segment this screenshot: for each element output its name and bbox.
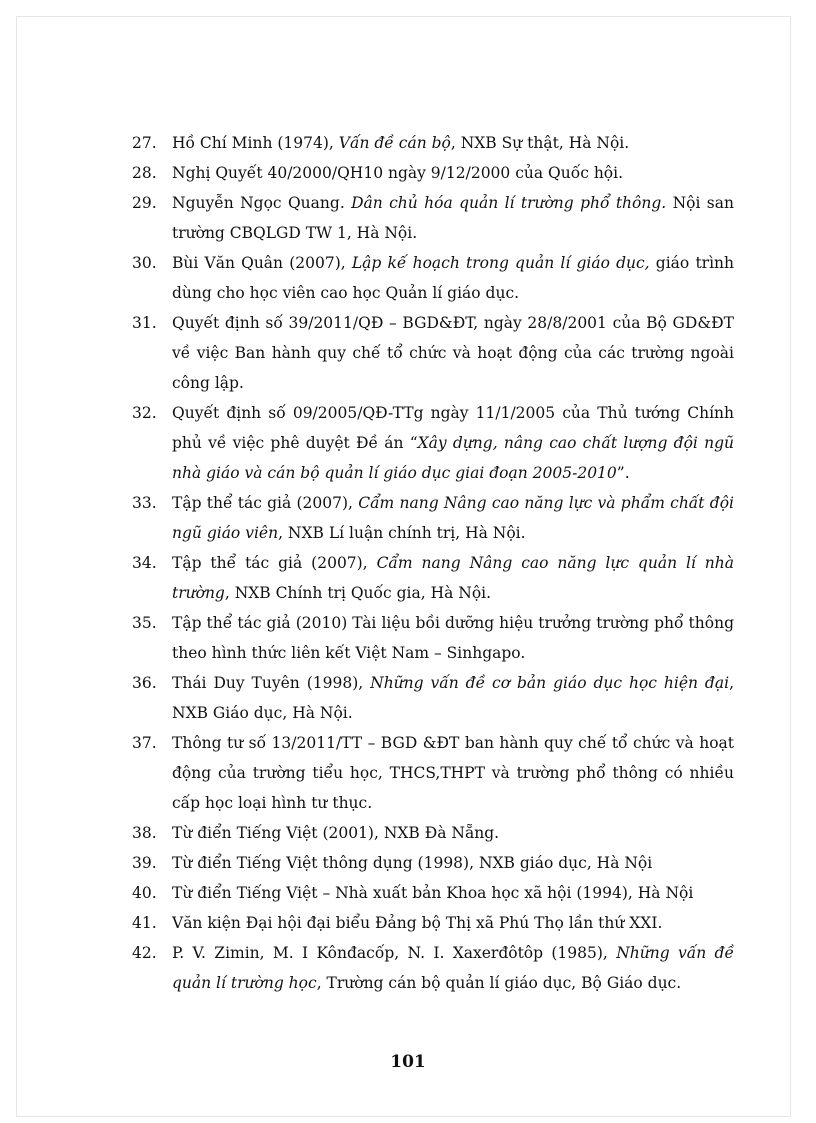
reference-number: 37. xyxy=(132,734,157,752)
reference-number: 33. xyxy=(132,494,157,512)
reference-text xyxy=(172,248,734,308)
reference-segment: Thông tư số 13/2011/TT – BGD &ĐT ban hành quy chế tổ chức và hoạt động của trường tiểu học, THCS,THPT và trường phổ thông có nhiều cấp học loại hình tư thục. xyxy=(172,734,734,812)
reference-segment: Quyết định số 09/2005/QĐ-TTg ngày 11/1/2005 của Thủ tướng Chính phủ về việc phê duyệt Đề án “ xyxy=(172,404,734,452)
reference-segment: Văn kiện Đại hội đại biểu Đảng bộ Thị xã Phú Thọ lần thứ XXI. xyxy=(172,914,663,932)
reference-item xyxy=(132,878,734,908)
reference-segment: Hồ Chí Minh (1974), xyxy=(172,134,339,152)
reference-item xyxy=(132,398,734,488)
reference-text xyxy=(172,668,734,728)
reference-item xyxy=(132,938,734,998)
reference-item xyxy=(132,548,734,608)
reference-item xyxy=(132,728,734,818)
reference-item xyxy=(132,848,734,878)
reference-segment: , NXB Chính trị Quốc gia, Hà Nội. xyxy=(224,584,492,602)
reference-text xyxy=(172,128,734,158)
reference-segment: Tập thể tác giả (2007), xyxy=(172,554,377,572)
reference-segment: , NXB Sự thật, Hà Nội. xyxy=(450,134,630,152)
reference-number: 28. xyxy=(132,164,157,182)
reference-number: 30. xyxy=(132,254,157,272)
reference-number: 32. xyxy=(132,404,157,422)
reference-segment: Nghị Quyết 40/2000/QH10 ngày 9/12/2000 của Quốc hội. xyxy=(172,164,624,182)
reference-title: Cẩm nang Nâng cao năng lực và phẩm chất đội ngũ giáo viên xyxy=(172,494,734,542)
reference-text xyxy=(172,308,734,398)
reference-text xyxy=(172,728,734,818)
reference-number: 29. xyxy=(132,194,157,212)
reference-segment: Tập thể tác giả (2007), xyxy=(172,494,359,512)
reference-item xyxy=(132,128,734,158)
reference-number: 34. xyxy=(132,554,157,572)
reference-item xyxy=(132,308,734,398)
reference-text xyxy=(172,608,734,668)
reference-item xyxy=(132,488,734,548)
reference-segment: Nguyễn Ngọc Quang. xyxy=(172,194,352,212)
reference-segment: , NXB Lí luận chính trị, Hà Nội. xyxy=(278,524,526,542)
reference-item xyxy=(132,608,734,668)
reference-title: Những vấn đề quản lí trường học xyxy=(172,944,735,992)
reference-text xyxy=(172,818,734,848)
reference-title: Dân chủ hóa quản lí trường phổ thông. xyxy=(351,194,667,212)
reference-segment: Quyết định số 39/2011/QĐ – BGD&ĐT, ngày 28/8/2001 của Bộ GD&ĐT về việc Ban hành quy chế tổ chức và hoạt động của các trường ngoài công lập. xyxy=(172,314,734,392)
reference-segment: Bùi Văn Quân (2007), xyxy=(172,254,352,272)
reference-text xyxy=(172,848,734,878)
reference-segment: Từ điển Tiếng Việt (2001), NXB Đà Nẵng. xyxy=(172,824,500,842)
reference-item xyxy=(132,908,734,938)
reference-number: 39. xyxy=(132,854,157,872)
reference-segment: P. V. Zimin, M. I Kônđacốp, N. I. Xaxerđôtôp (1985), xyxy=(172,944,617,962)
reference-title: Những vấn đề cơ bản giáo dục học hiện đại xyxy=(370,674,730,692)
page-number: 101 xyxy=(390,1052,426,1072)
reference-segment: Từ điển Tiếng Việt thông dụng (1998), NXB giáo dục, Hà Nội xyxy=(172,854,653,872)
reference-item xyxy=(132,668,734,728)
reference-number: 41. xyxy=(132,914,157,932)
reference-title: Vấn đề cán bộ xyxy=(338,134,451,152)
reference-segment: Nội san trường CBQLGD TW 1, Hà Nội. xyxy=(172,194,734,242)
reference-text xyxy=(172,488,734,548)
reference-title: Cẩm nang Nâng cao năng lực quản lí nhà trường xyxy=(172,554,735,602)
reference-segment: Tập thể tác giả (2010) Tài liệu bồi dưỡng hiệu trưởng trường phổ thông theo hình thức liên kết Việt Nam – Sinhgapo. xyxy=(172,614,734,662)
reference-number: 38. xyxy=(132,824,157,842)
reference-text xyxy=(172,908,734,938)
reference-number: 40. xyxy=(132,884,157,902)
reference-segment: giáo trình dùng cho học viên cao học Quản lí giáo dục. xyxy=(172,254,734,302)
reference-number: 27. xyxy=(132,134,157,152)
reference-segment: Thái Duy Tuyên (1998), xyxy=(172,674,371,692)
reference-item xyxy=(132,818,734,848)
reference-text xyxy=(172,398,734,488)
reference-text xyxy=(172,188,734,248)
reference-item xyxy=(132,188,734,248)
reference-text xyxy=(172,878,734,908)
reference-segment: ”. xyxy=(616,464,630,482)
reference-item xyxy=(132,248,734,308)
reference-title: Xây dựng, nâng cao chất lượng đội ngũ nhà giáo và cán bộ quản lí giáo dục giai đoạn 2005-2010 xyxy=(172,434,735,482)
reference-number: 36. xyxy=(132,674,157,692)
reference-text xyxy=(172,548,734,608)
reference-number: 35. xyxy=(132,614,157,632)
reference-item xyxy=(132,158,734,188)
reference-segment: Từ điển Tiếng Việt – Nhà xuất bản Khoa học xã hội (1994), Hà Nội xyxy=(172,884,694,902)
reference-segment: , NXB Giáo dục, Hà Nội. xyxy=(172,674,734,722)
reference-text xyxy=(172,938,734,998)
reference-title: Lập kế hoạch trong quản lí giáo dục, xyxy=(351,254,650,272)
reference-number: 42. xyxy=(132,944,157,962)
reference-list xyxy=(132,128,734,998)
reference-text xyxy=(172,158,734,188)
reference-segment: , Trường cán bộ quản lí giáo dục, Bộ Giáo dục. xyxy=(316,974,682,992)
reference-number: 31. xyxy=(132,314,157,332)
